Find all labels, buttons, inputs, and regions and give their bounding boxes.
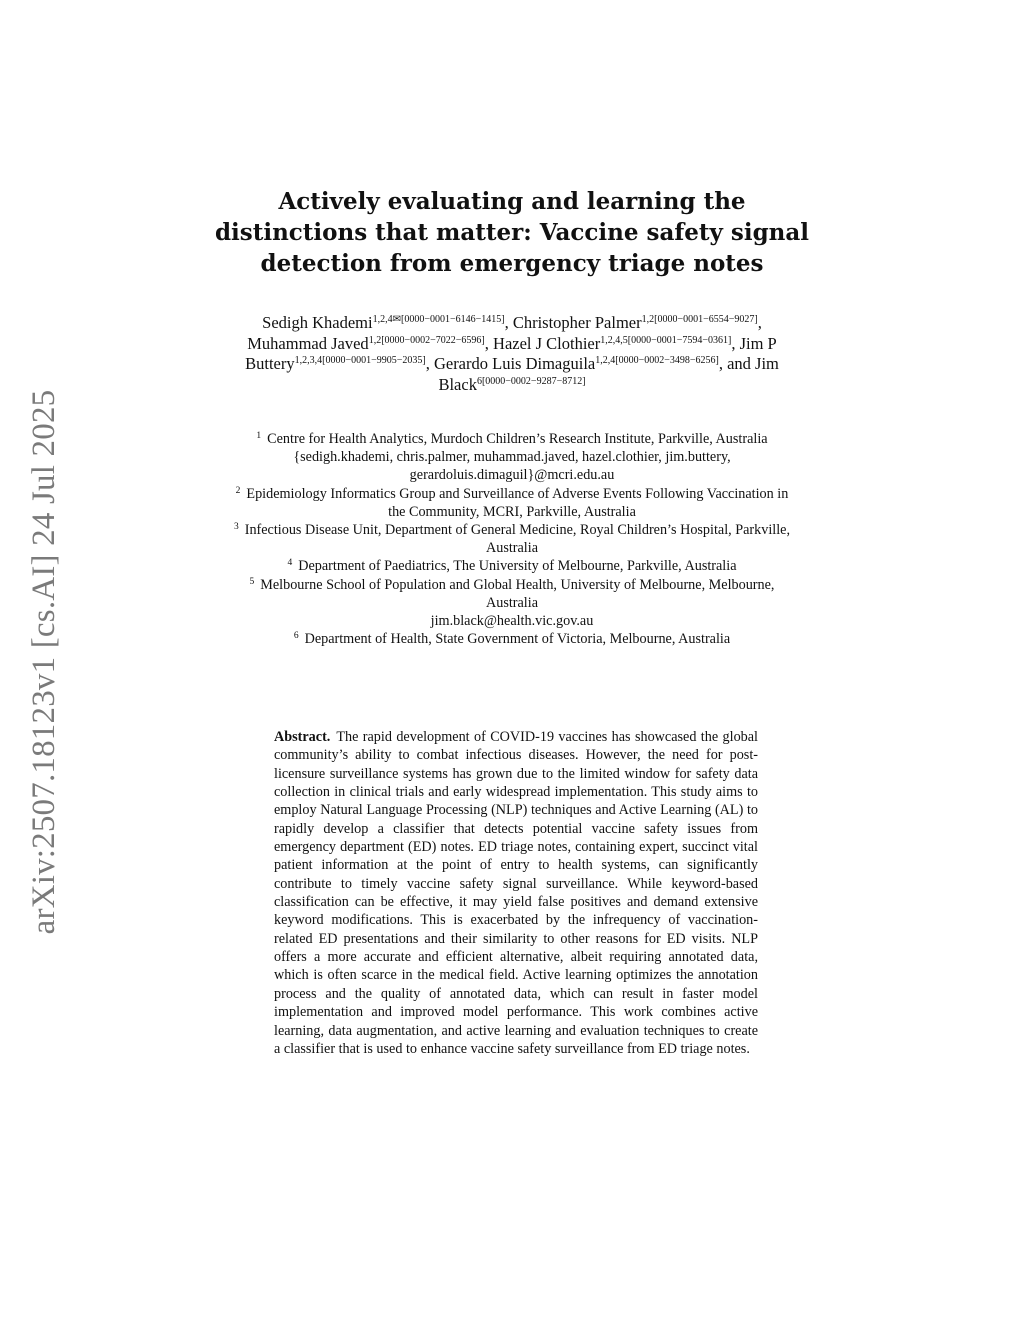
author-name: Muhammad Javed <box>247 333 369 353</box>
author-name: Sedigh Khademi <box>262 313 373 332</box>
affiliation <box>232 430 792 448</box>
author-separator: , <box>731 333 740 353</box>
affiliation-email: jim.black@health.vic.gov.au <box>430 613 594 630</box>
author-superscript: 1,2,4[0000−0002−3498−6256] <box>595 355 719 366</box>
affiliation <box>232 557 792 575</box>
arxiv-identifier: arXiv:2507.18123v1 [cs.AI] 24 Jul 2025 <box>26 389 62 935</box>
affiliation-number: 6 <box>293 631 299 642</box>
affiliation <box>232 630 792 648</box>
affiliation-number: 1 <box>256 431 262 441</box>
author-superscript: 1,2,3,4[0000−0001−9905−2035] <box>294 355 426 366</box>
author-separator: , <box>504 313 513 332</box>
author-superscript: 6[0000−0002−9287−8712] <box>476 375 586 387</box>
author-separator: , <box>757 313 762 332</box>
author-list <box>232 313 792 395</box>
affiliation-text: Department of Health, State Government of Victoria, Melbourne, Australia <box>304 631 731 648</box>
affiliation-number: 5 <box>249 576 255 587</box>
abstract-heading: Abstract. <box>274 729 331 745</box>
author-superscript: 1,2[0000−0001−6554−9027] <box>641 314 758 325</box>
abstract-text: The rapid development of COVID-19 vaccines has showcased the global community’s ability to combat infectious diseases. However, the need for post-licensure surveillance systems has grown due to the limited window for safety data collection in clinical trials and early widespread implementation. This study aims to employ Natural Language Processing (NLP) techniques and Active Learning (AL) to rapidly develop a classifier that detects potential vaccine safety issues from emergency department (ED) notes. ED triage notes, containing expert, succinct vital patient information at the point of entry to health systems, can significantly contribute to timely vaccine safety signal surveillance. While keyword-based classification can be effective, it may yield false positives and demand extensive keyword modifications. This is exacerbated by the infrequency of vaccination-related ED presentations and their similarity to other reasons for ED visits. NLP offers a more accurate and efficient alternative, albeit requiring annotated data, which is often scarce in the medical field. Active learning optimizes the annotation process and the quality of annotated data, which can result in faster model implementation and improved model performance. This work combines active learning, data augmentation, and active learning and evaluation techniques to create a classifier that is used to enhance vaccine safety surveillance from ED triage notes. <box>274 729 758 1057</box>
author-separator: , and <box>718 354 756 373</box>
author-superscript: 1,2,4✉[0000−0001−6146−1415] <box>372 314 505 325</box>
paper-title: Actively evaluating and learning the distinctions that matter: Vaccine safety signal detection from emergency triage notes <box>214 188 810 277</box>
author-name: Gerardo Luis Dimaguila <box>433 354 596 373</box>
affiliation-text: Department of Paediatrics, The University of Melbourne, Parkville, Australia <box>298 558 737 575</box>
affiliation-text: Centre for Health Analytics, Murdoch Children’s Research Institute, Parkville, Australia <box>267 431 768 447</box>
affiliation <box>232 576 792 612</box>
author-separator: , <box>484 333 494 353</box>
affiliation <box>232 485 792 521</box>
affiliation-text: Epidemiology Informatics Group and Surveillance of Adverse Events Following Vaccination in the Community, MCRI, Parkville, Australia <box>246 485 789 520</box>
abstract <box>274 728 758 1058</box>
affiliation-number: 2 <box>235 485 241 496</box>
author-separator: , <box>425 354 434 373</box>
author-superscript: 1,2,4,5[0000−0001−7594−0361] <box>600 334 732 346</box>
affiliation-number: 4 <box>287 558 293 569</box>
affiliation-text: Melbourne School of Population and Global Health, University of Melbourne, Melbourne, Australia <box>260 576 775 611</box>
author-superscript: 1,2[0000−0002−7022−6596] <box>368 334 485 346</box>
author-name: Christopher Palmer <box>512 313 642 332</box>
affiliation-list <box>232 430 792 648</box>
author-name: Hazel J Clothier <box>493 333 601 353</box>
affiliation <box>232 521 792 557</box>
affiliation-text: Infectious Disease Unit, Department of General Medicine, Royal Children’s Hospital, Parkville, Australia <box>244 522 791 557</box>
author-name: Jim Black <box>438 354 779 394</box>
affiliation-email: {sedigh.khademi, chris.palmer, muhammad.javed, hazel.clothier, jim.buttery, gerardoluis.dimaguil}@mcri.edu.au <box>293 449 731 484</box>
author-name: Jim P Buttery <box>245 333 777 373</box>
affiliation-number: 3 <box>233 522 239 533</box>
